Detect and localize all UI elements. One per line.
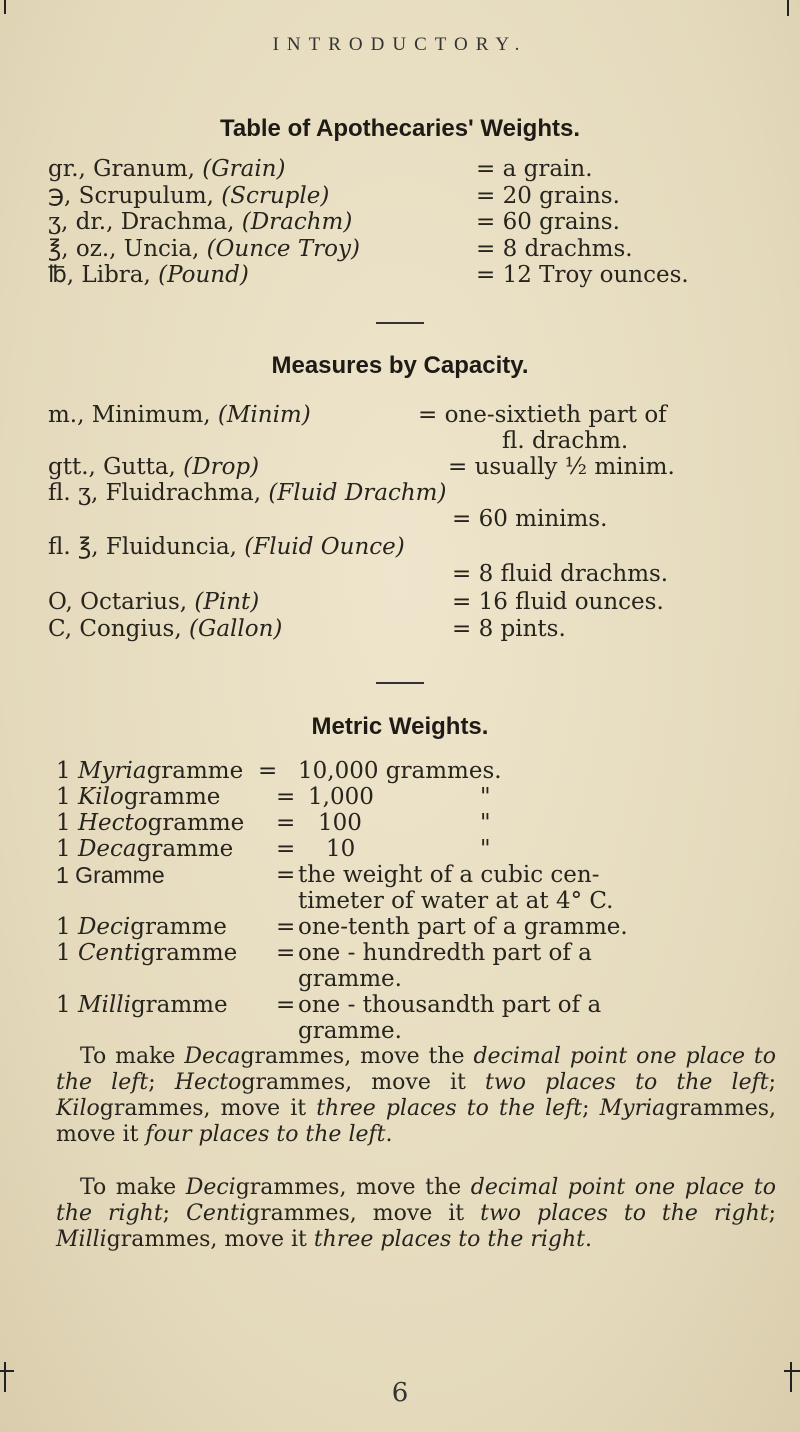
metric-suffix: gramme xyxy=(130,992,228,1018)
capacity-continuation: = 8 fluid drachms. xyxy=(452,561,669,587)
capacity-abbr: O, Octarius, xyxy=(48,589,195,615)
metric-equals: = xyxy=(276,940,296,966)
metric-suffix: gramme xyxy=(123,784,221,810)
metric-label: 1 Gramme xyxy=(56,862,165,888)
weight-english-name: (Pound) xyxy=(158,262,249,288)
italic-text: Kilo xyxy=(56,1096,100,1121)
metric-equals: = xyxy=(276,784,296,810)
weight-value: = 8 drachms. xyxy=(476,235,633,262)
metric-suffix: gramme xyxy=(140,940,238,966)
weight-value: = 20 grains. xyxy=(476,182,620,209)
section-rule xyxy=(376,682,424,684)
weight-abbr: ℈, Scrupulum, xyxy=(48,182,222,209)
italic-text: Myria xyxy=(599,1096,666,1121)
italic-text: two places to the left xyxy=(485,1070,769,1095)
italic-text: decimal point one place to the right xyxy=(56,1175,776,1226)
text: . xyxy=(385,1122,393,1147)
metric-suffix: gramme xyxy=(146,758,244,784)
metric-suffix: gramme xyxy=(147,810,245,836)
capacity-abbr: gtt., Gutta, xyxy=(48,454,184,480)
metric-prefix: Deci xyxy=(77,914,131,940)
capacity-name: (Gallon) xyxy=(188,616,283,642)
capacity-title: Measures by Capacity. xyxy=(271,352,529,379)
capacity-abbr: fl. ʒ, Fluidrachma, xyxy=(48,480,269,506)
metric-value: the weight of a cubic cen- xyxy=(298,862,600,888)
capacity-continuation: = 60 minims. xyxy=(452,506,608,532)
capacity-abbr: C, Congius, xyxy=(48,616,189,642)
weight-abbr: ℔, Libra, xyxy=(48,262,159,288)
weight-abbr: gr., Granum, xyxy=(48,156,203,182)
paragraph-decimal-left xyxy=(56,1044,776,1148)
text: ; xyxy=(768,1070,776,1095)
metric-count: 1 xyxy=(56,836,78,862)
capacity-continuation: fl. drachm. xyxy=(502,428,629,454)
italic-text: two places to the right xyxy=(480,1201,769,1226)
italic-text: decimal point one place to the left xyxy=(56,1044,776,1095)
weight-english-name: (Drachm) xyxy=(241,209,353,235)
metric-value: 1,000 xyxy=(308,784,374,810)
metric-prefix: Deca xyxy=(77,836,137,862)
capacity-name: (Fluid Ounce) xyxy=(244,534,405,560)
capacity-value: = usually ½ minim. xyxy=(448,454,675,480)
metric-value: 10,000 grammes. xyxy=(298,758,502,784)
capacity-value: = one-sixtieth part of xyxy=(418,402,667,428)
weight-name-cell xyxy=(48,236,360,262)
weight-name-cell xyxy=(48,156,285,182)
text: grammes, move the xyxy=(240,1044,474,1069)
capacity-name: (Fluid Drachm) xyxy=(268,480,447,506)
crop-mark-top-left xyxy=(4,0,6,14)
page-number: 6 xyxy=(391,1378,409,1408)
italic-text: three places to the left xyxy=(316,1096,583,1121)
capacity-abbr: fl. ℥, Fluiduncia, xyxy=(48,534,245,560)
metric-prefix: Kilo xyxy=(77,784,124,810)
apothecaries-title: Table of Apothecaries' Weights. xyxy=(220,115,580,142)
metric-equals: = xyxy=(276,836,296,862)
italic-text: three places to the right xyxy=(313,1227,585,1252)
metric-count: 1 xyxy=(56,784,78,810)
metric-title: Metric Weights. xyxy=(311,713,489,740)
weight-english-name: (Ounce Troy) xyxy=(206,235,360,262)
text: ; xyxy=(582,1096,600,1121)
metric-prefix: Centi xyxy=(77,940,141,966)
text: grammes, move it xyxy=(56,1096,777,1147)
weight-abbr: ℥, oz., Uncia, xyxy=(48,235,207,262)
weight-value: = a grain. xyxy=(476,156,593,182)
metric-count: 1 xyxy=(56,914,78,940)
metric-value: one-tenth part of a gramme. xyxy=(298,914,628,940)
paragraph-decimal-right xyxy=(56,1175,776,1253)
crop-mark-top-right xyxy=(787,0,789,16)
italic-text: Centi xyxy=(186,1201,246,1226)
metric-value: one - hundredth part of a xyxy=(298,940,592,966)
metric-equals: = xyxy=(276,862,296,888)
ditto-mark: " xyxy=(480,836,491,862)
metric-equals: = xyxy=(276,992,296,1018)
capacity-abbr: m., Minimum, xyxy=(48,402,218,428)
italic-text: Hecto xyxy=(174,1070,242,1095)
text: . xyxy=(585,1227,592,1252)
weight-english-name: (Grain) xyxy=(202,156,286,182)
text: ; xyxy=(768,1201,777,1226)
text: grammes, move it xyxy=(106,1227,314,1252)
capacity-name: (Pint) xyxy=(194,589,260,615)
metric-count: 1 xyxy=(56,992,78,1018)
metric-prefix: Myria xyxy=(77,758,147,784)
weight-name-cell xyxy=(48,209,352,235)
weight-value: = 12 Troy ounces. xyxy=(476,262,689,288)
metric-prefix: Milli xyxy=(77,992,131,1018)
italic-text: Deca xyxy=(184,1044,241,1069)
capacity-name: (Minim) xyxy=(217,402,311,428)
metric-count: 1 xyxy=(56,810,78,836)
weight-name-cell xyxy=(48,183,329,209)
italic-text: Deci xyxy=(185,1175,236,1200)
metric-continuation: timeter of water at at 4° C. xyxy=(298,888,614,914)
capacity-name: (Drop) xyxy=(183,454,260,480)
metric-suffix: gramme xyxy=(130,914,227,940)
metric-count: 1 xyxy=(56,758,78,784)
metric-suffix: gramme xyxy=(136,836,234,862)
metric-value: 100 xyxy=(318,810,362,836)
ditto-mark: " xyxy=(480,810,491,836)
text: grammes, move it xyxy=(245,1201,481,1226)
section-rule xyxy=(376,322,424,324)
text: grammes, move the xyxy=(235,1175,471,1200)
capacity-value: = 16 fluid ounces. xyxy=(452,589,664,615)
weight-name-cell xyxy=(48,262,249,288)
running-head: INTRODUCTORY. xyxy=(272,34,528,55)
metric-equals: = xyxy=(276,914,296,940)
metric-value: one - thousandth part of a xyxy=(298,992,602,1018)
metric-value: 10 xyxy=(326,836,356,862)
metric-count: 1 xyxy=(56,940,78,966)
text: To make xyxy=(80,1175,186,1200)
metric-equals: = xyxy=(258,758,278,784)
weight-english-name: (Scruple) xyxy=(221,182,330,209)
text: ; xyxy=(162,1201,187,1226)
italic-text: Milli xyxy=(56,1227,107,1252)
metric-equals: = xyxy=(276,810,296,836)
metric-continuation: gramme. xyxy=(298,966,402,992)
crop-mark-bottom-right-h xyxy=(784,1370,800,1372)
text: To make xyxy=(80,1044,185,1069)
weight-value: = 60 grains. xyxy=(476,209,620,235)
capacity-value: = 8 pints. xyxy=(452,616,566,642)
metric-continuation: gramme. xyxy=(298,1018,402,1044)
ditto-mark: " xyxy=(480,784,491,810)
weight-abbr: ʒ, dr., Drachma, xyxy=(48,209,242,235)
metric-prefix: Hecto xyxy=(77,810,148,836)
text: ; xyxy=(148,1070,175,1095)
text: grammes, move it xyxy=(241,1070,486,1095)
italic-text: four places to the left xyxy=(145,1122,386,1147)
text: grammes, move it xyxy=(99,1096,317,1121)
crop-mark-bottom-left-h xyxy=(0,1370,14,1372)
